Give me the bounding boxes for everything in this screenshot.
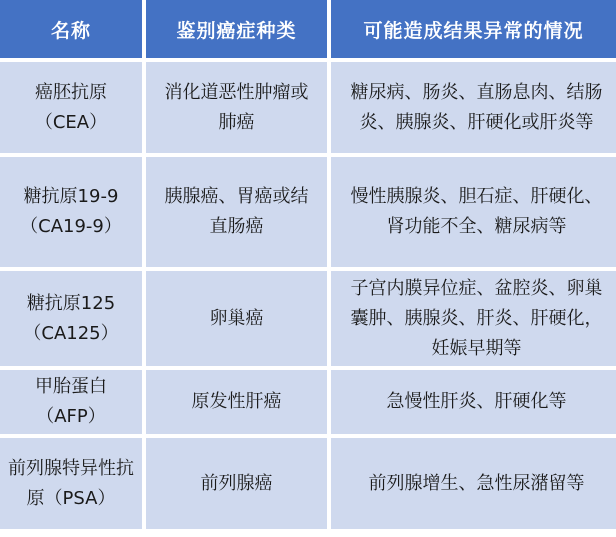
abnormal-conditions: 急慢性肝炎、肝硬化等	[331, 370, 616, 434]
header-abnormal-conditions: 可能造成结果异常的情况	[331, 0, 616, 58]
cancer-type: 消化道恶性肿瘤或 肺癌	[146, 62, 327, 153]
marker-name: 糖抗原125 （CA125）	[0, 271, 142, 366]
abnormal-conditions: 糖尿病、肠炎、直肠息肉、结肠 炎、胰腺炎、肝硬化或肝炎等	[331, 62, 616, 153]
table-row	[0, 438, 616, 529]
table-row	[0, 271, 616, 366]
header-cancer-type: 鉴别癌症种类	[146, 0, 327, 58]
cancer-type: 胰腺癌、胃癌或结 直肠癌	[146, 157, 327, 267]
table-header	[0, 0, 616, 58]
header-name: 名称	[0, 0, 142, 58]
table-row	[0, 62, 616, 153]
marker-name: 前列腺特异性抗 原（PSA）	[0, 438, 142, 529]
marker-name: 癌胚抗原 （CEA）	[0, 62, 142, 153]
cancer-type: 前列腺癌	[146, 438, 327, 529]
marker-name: 糖抗原19-9 （CA19-9）	[0, 157, 142, 267]
abnormal-conditions: 慢性胰腺炎、胆石症、肝硬化、 肾功能不全、糖尿病等	[331, 157, 616, 267]
cancer-type: 卵巢癌	[146, 271, 327, 366]
abnormal-conditions: 子宫内膜异位症、盆腔炎、卵巢 囊肿、胰腺炎、肝炎、肝硬化， 妊娠早期等	[331, 271, 616, 366]
table-row	[0, 370, 616, 434]
abnormal-conditions: 前列腺增生、急性尿潴留等	[331, 438, 616, 529]
cancer-type: 原发性肝癌	[146, 370, 327, 434]
marker-name: 甲胎蛋白 （AFP）	[0, 370, 142, 434]
table-row	[0, 157, 616, 267]
